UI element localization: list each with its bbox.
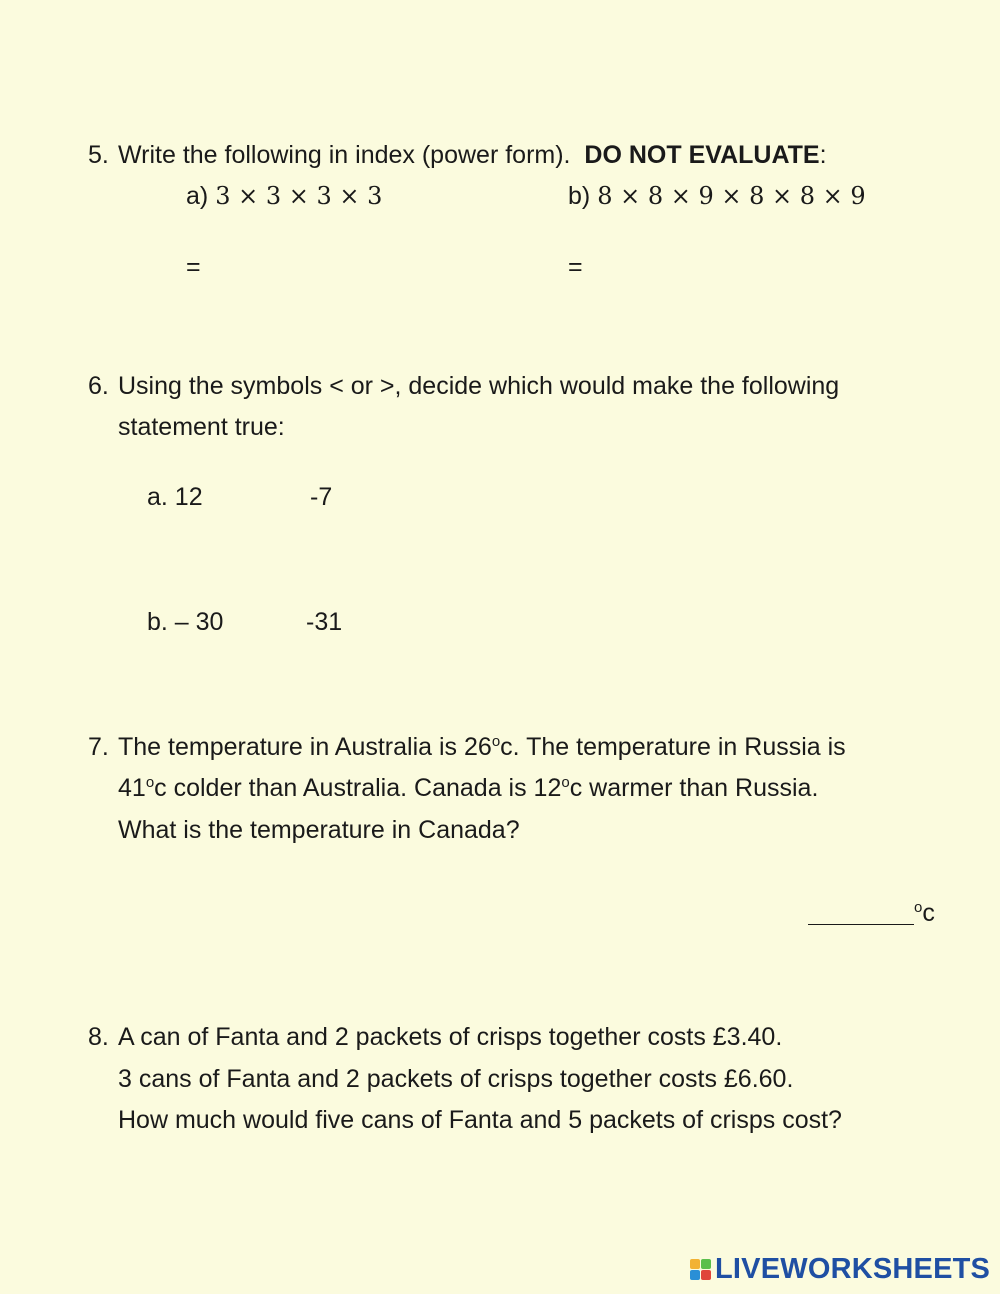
- degree-symbol: o: [491, 733, 501, 750]
- q8-line2: 3 cans of Fanta and 2 packets of crisps together costs £6.60.: [118, 1065, 794, 1093]
- q5-emphasis: DO NOT EVALUATE: [584, 141, 820, 169]
- q6b-right: -31: [306, 608, 343, 636]
- q5-text: Write the following in index (power form).: [118, 141, 571, 169]
- q5a: [186, 181, 382, 211]
- degree-symbol: o: [145, 774, 155, 791]
- q7-answer-blank[interactable]: [808, 904, 914, 925]
- q7-line2: [118, 773, 818, 803]
- q7-l2-a: 41: [118, 774, 146, 802]
- q5b: [568, 181, 866, 211]
- degree-symbol: o: [914, 899, 923, 916]
- logo-tile: [690, 1270, 700, 1280]
- q8-line1: A can of Fanta and 2 packets of crisps together costs £3.40.: [118, 1023, 783, 1051]
- q6a-left: a. 12: [147, 483, 203, 511]
- q6b-left: b. – 30: [147, 608, 224, 636]
- liveworksheets-logo: [690, 1253, 990, 1285]
- logo-tiles-icon: [690, 1259, 711, 1280]
- q7-number: 7.: [88, 733, 109, 761]
- q5-number: 5.: [88, 141, 109, 169]
- logo-tile: [701, 1259, 711, 1269]
- q7-l1-b: c. The temperature in Russia is: [500, 733, 846, 761]
- q5a-label: a): [186, 182, 209, 210]
- q8-number: 8.: [88, 1023, 109, 1051]
- q7-answer-unit: c: [922, 899, 935, 927]
- q6-line2: statement true:: [118, 413, 285, 441]
- logo-tile: [690, 1259, 700, 1269]
- q7-line1: [118, 732, 846, 762]
- q5-colon: :: [819, 141, 827, 169]
- q5b-label: b): [568, 182, 591, 210]
- logo-tile: [701, 1270, 711, 1280]
- q6-number: 6.: [88, 372, 109, 400]
- q7-answer: [808, 898, 935, 928]
- q5b-equals: =: [568, 253, 583, 281]
- q8-line3: How much would five cans of Fanta and 5 packets of crisps cost?: [118, 1106, 842, 1134]
- q5a-equals: =: [186, 253, 201, 281]
- degree-symbol: o: [561, 774, 570, 791]
- logo-text: LIVEWORKSHEETS: [715, 1252, 991, 1285]
- q7-line3: What is the temperature in Canada?: [118, 816, 520, 844]
- q7-l2-b: c colder than Australia. Canada is 12: [154, 774, 562, 802]
- q5-prompt: [118, 140, 827, 170]
- q5b-expression: 8 × 8 × 9 × 8 × 8 × 9: [597, 182, 866, 210]
- q5a-expression: 3 × 3 × 3 × 3: [215, 182, 383, 210]
- q6-line1: Using the symbols < or >, decide which would make the following: [118, 372, 840, 400]
- q6a-right: -7: [310, 483, 333, 511]
- q7-l2-c: c warmer than Russia.: [569, 774, 819, 802]
- q7-l1-a: The temperature in Australia is 26: [118, 733, 492, 761]
